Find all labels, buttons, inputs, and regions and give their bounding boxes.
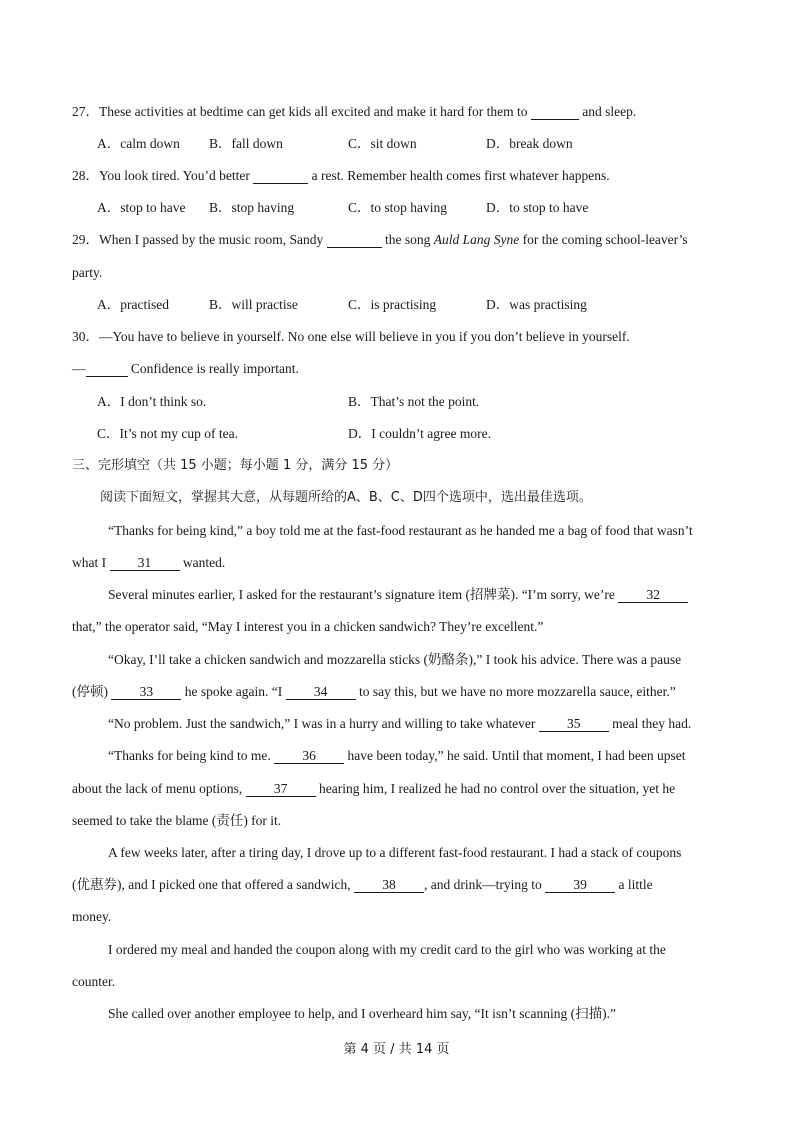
question-28-stem: 28．You look tired. You’d better a rest. Remember health comes first whatever happens. xyxy=(72,168,610,183)
option-d: D．to stop to have xyxy=(486,200,589,215)
passage-line: counter. xyxy=(72,974,116,989)
passage-line: “Okay, I’ll take a chicken sandwich and mozzarella sticks (奶酪条),” I took his advice. There was a pause xyxy=(108,652,682,667)
option-a: A．calm down xyxy=(97,136,180,151)
question-30-stem: 30．—You have to believe in yourself. No one else will believe in you if you don’t believe in yourself. xyxy=(72,329,630,344)
passage-line: (优惠券), and I picked one that offered a sandwich, 38 , and drink—trying to 39 a little xyxy=(72,877,653,892)
question-30-reply: — Confidence is really important. xyxy=(72,361,299,376)
passage-line: She called over another employee to help, and I overheard him say, “It isn’t scanning (扫描).” xyxy=(108,1006,616,1021)
answer-blank[interactable] xyxy=(253,168,308,184)
page-footer: 第 4 页 / 共 14 页 xyxy=(343,1042,450,1057)
section-title: 三、完形填空（共 15 小题；每小题 1 分，满分 15 分） xyxy=(72,458,399,473)
passage-line: A few weeks later, after a tiring day, I drove up to a different fast-food restaurant. I had a stack of coupons xyxy=(108,845,682,860)
passage-line: Several minutes earlier, I asked for the restaurant’s signature item (招牌菜). “I’m sorry, we’re 32 xyxy=(108,586,688,604)
option-d: D．break down xyxy=(486,136,573,151)
option-a: A．stop to have xyxy=(97,200,186,215)
passage-line: “Thanks for being kind to me. 36 have been today,” he said. Until that moment, I had been upset xyxy=(108,748,686,763)
cloze-blank-35[interactable]: 35 xyxy=(539,716,609,732)
question-27-stem: 27．These activities at bedtime can get kids all excited and make it hard for them to and sleep. xyxy=(72,104,637,119)
option-b: B．will practise xyxy=(209,297,298,312)
passage-line: that,” the operator said, “May I interest you in a chicken sandwich? They’re excellent.” xyxy=(72,619,544,634)
cloze-blank-33[interactable]: 33 xyxy=(111,684,181,700)
option-c: C．to stop having xyxy=(348,200,448,215)
cloze-blank-39[interactable]: 39 xyxy=(545,877,615,893)
passage-line: seemed to take the blame (责任) for it. xyxy=(72,813,282,828)
passage-line: “Thanks for being kind,” a boy told me at the fast-food restaurant as he handed me a bag of food that wasn’t xyxy=(108,523,693,538)
option-b: B．fall down xyxy=(209,136,283,151)
cloze-blank-31[interactable]: 31 xyxy=(110,555,180,571)
option-c: C．sit down xyxy=(348,136,417,151)
question-29-stem: 29．When I passed by the music room, Sandy the song Auld Lang Syne for the coming school-leaver’s xyxy=(72,232,688,247)
cloze-blank-38[interactable]: 38 xyxy=(354,877,424,893)
passage-line: “No problem. Just the sandwich,” I was in a hurry and willing to take whatever 35 meal they had. xyxy=(108,716,692,731)
option-c: C．is practising xyxy=(348,297,437,312)
answer-blank[interactable] xyxy=(327,232,382,248)
answer-blank[interactable] xyxy=(531,104,579,120)
cloze-blank-37[interactable]: 37 xyxy=(246,781,316,797)
passage-line: I ordered my meal and handed the coupon along with my credit card to the girl who was working at the xyxy=(108,942,666,957)
passage-line: about the lack of menu options, 37 hearing him, I realized he had no control over the situation, yet he xyxy=(72,781,676,796)
cloze-blank-32[interactable]: 32 xyxy=(618,587,688,603)
option-d: D．was practising xyxy=(486,297,587,312)
cloze-blank-34[interactable]: 34 xyxy=(286,684,356,700)
passage-line: what I 31 wanted. xyxy=(72,555,226,570)
option-b: B．stop having xyxy=(209,200,295,215)
option-d: D．I couldn’t agree more. xyxy=(348,426,491,441)
option-c: C．It’s not my cup of tea. xyxy=(97,426,238,441)
passage-line: (停顿) 33 he spoke again. “I 34 to say this, but we have no more mozzarella sauce, either.” xyxy=(72,684,676,699)
option-a: A．I don’t think so. xyxy=(97,394,207,409)
passage-line: money. xyxy=(72,909,112,924)
option-b: B．That’s not the point. xyxy=(348,394,480,409)
question-29-stem-cont: party. xyxy=(72,265,103,280)
section-instruction: 阅读下面短文，掌握其大意，从每题所给的A、B、C、D四个选项中，选出最佳选项。 xyxy=(100,490,592,505)
answer-blank[interactable] xyxy=(86,361,128,377)
option-a: A．practised xyxy=(97,297,169,312)
cloze-blank-36[interactable]: 36 xyxy=(274,748,344,764)
